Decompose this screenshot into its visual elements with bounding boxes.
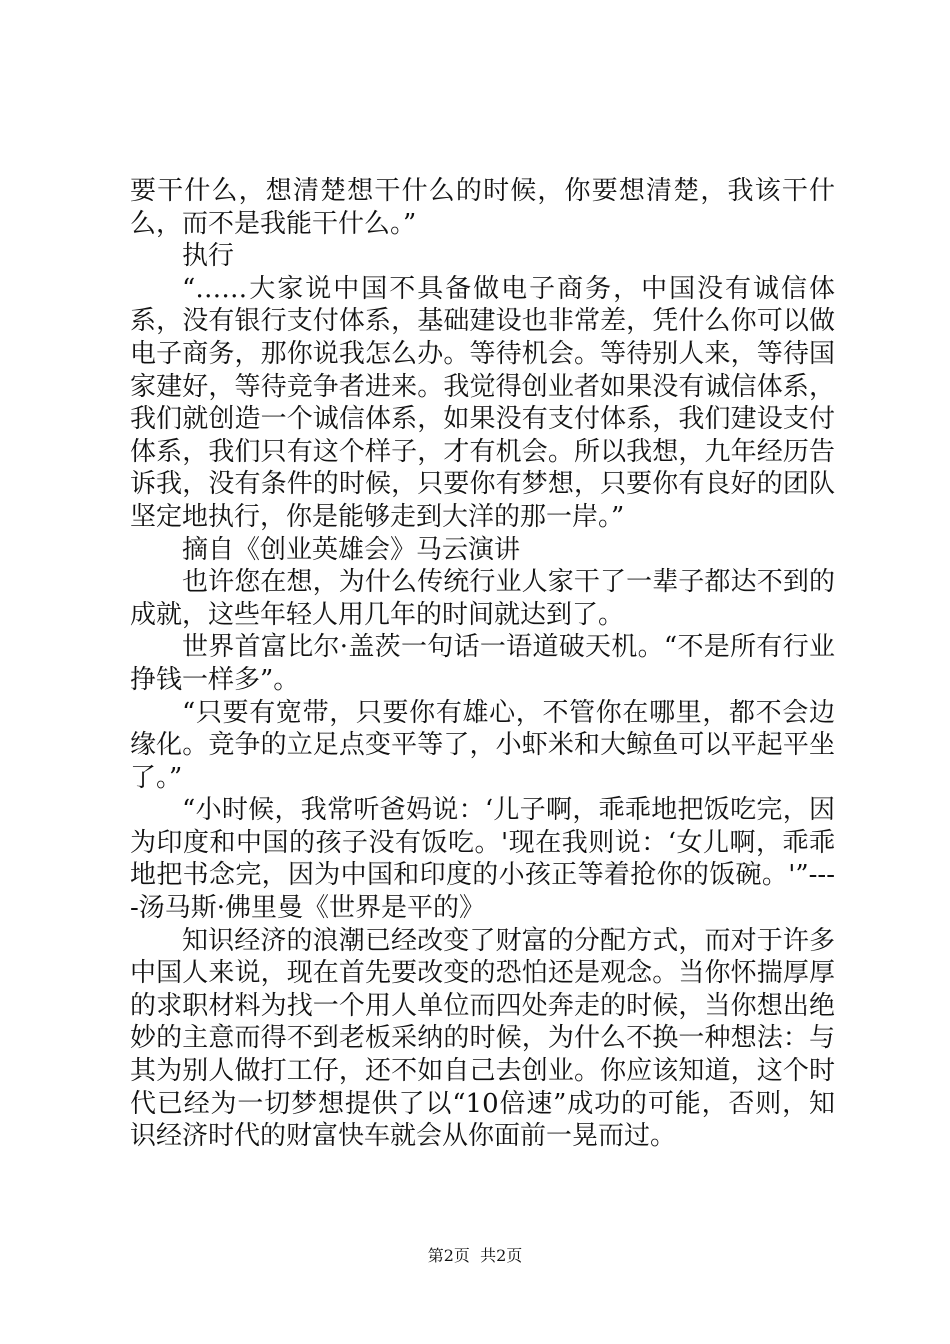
paragraph-knowledge-economy: 知识经济的浪潮已经改变了财富的分配方式，而对于许多中国人来说，现在首先要改变的恐怕还是观念。当你怀揣厚厚的求职材料为找一个用人单位而四处奔走的时候，当你想出绝妙的主意而得不到老板采纳的时候，为什么不换一种想法：与其为别人做打工仔，还不如自己去创业。你应该知道，这个时代已经为一切梦想提供了以“10倍速”成功的可能，否则，知识经济时代的财富快车就会从你面前一晃而过。 (130, 925, 835, 1152)
paragraph-broadband-quote: “只要有宽带，只要你有雄心，不管你在哪里，都不会边缘化。竞争的立足点变平等了，小虾米和大鲸鱼可以平起平坐了。” (130, 697, 835, 793)
paragraph-friedman-quote: “小时候，我常听爸妈说：‘儿子啊，乖乖地把饭吃完，因为印度和中国的孩子没有饭吃。'现在我则说：‘女儿啊，乖乖地把书念完，因为中国和印度的小孩正等着抢你的饭碗。'”----汤马斯·佛里曼《世界是平的》 (130, 795, 835, 924)
paragraph-question: 也许您在想，为什么传统行业人家干了一辈子都达不到的成就，这些年轻人用几年的时间就达到了。 (130, 567, 835, 630)
page-footer (0, 1243, 950, 1266)
paragraph-quote-jack-ma: “……大家说中国不具备做电子商务，中国没有诚信体系，没有银行支付体系，基础建设也非常差，凭什么你可以做电子商务，那你说我怎么办。等待机会。等待别人来，等待国家建好，等待竞争者进来。我觉得创业者如果没有诚信体系，我们就创造一个诚信体系，如果没有支付体系，我们建设支付体系，我们只有这个样子，才有机会。所以我想，九年经历告诉我，没有条件的时候，只要你有梦想，只要你有良好的团队坚定地执行，你是能够走到大洋的那一岸。” (130, 273, 835, 532)
section-heading-execute: 执行 (182, 241, 235, 272)
paragraph-bill-gates: 世界首富比尔·盖茨一句话一语道破天机。“不是所有行业挣钱一样多”。 (130, 632, 835, 695)
paragraph-source: 摘自《创业英雄会》马云演讲 (182, 534, 521, 565)
page-number-label: 第2页 共2页 (427, 1246, 523, 1265)
document-body (130, 175, 835, 1153)
paragraph-continuation: 要干什么，想清楚想干什么的时候，你要想清楚，我该干什么，而不是我能干什么。” (130, 176, 835, 239)
